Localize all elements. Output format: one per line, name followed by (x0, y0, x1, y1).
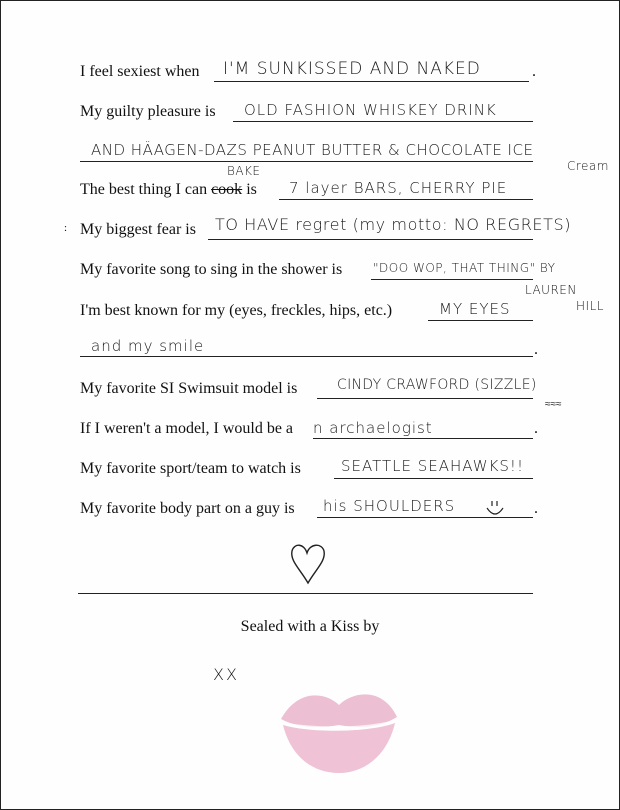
answer-cook: 7 layer BARS, CHERRY PIE (289, 179, 508, 197)
heart-icon (288, 541, 328, 587)
margin-mark: : (64, 222, 68, 234)
answer-sexiest: I'M SUNKISSED AND NAKED (223, 59, 481, 79)
smiley-icon (484, 498, 506, 520)
answer-line (428, 320, 533, 321)
prompt-model: My favorite SI Swimsuit model is (80, 380, 298, 397)
prompt-fear: My biggest fear is (80, 221, 196, 238)
prompt-sport: My favorite sport/team to watch is (80, 460, 301, 477)
prompt-body: My favorite body part on a guy is (80, 500, 295, 517)
answer-line (279, 199, 533, 200)
answer-song-3: HILL (576, 299, 604, 313)
answer-line (214, 81, 529, 82)
answer-career: n archaelogist (313, 419, 433, 437)
prompt-known: I'm best known for my (eyes, freckles, hips, etc.) (80, 302, 393, 319)
answer-guilty: OLD FASHION WHISKEY DRINK (244, 101, 497, 119)
answer-known: MY EYES (439, 300, 511, 318)
sealed-with-kiss-label: Sealed with a Kiss by (240, 618, 380, 635)
answer-guilty-3: Cream (567, 159, 609, 173)
squiggle-icon: ≈≈≈ (545, 399, 562, 410)
period: . (534, 341, 538, 358)
period: . (532, 63, 536, 80)
period: . (534, 420, 538, 437)
answer-line (371, 279, 533, 280)
prompt-cook: The best thing I can cook is (80, 181, 257, 198)
prompt-career: If I weren't a model, I would be a (80, 420, 294, 437)
answer-line (233, 121, 533, 122)
answer-line (208, 239, 533, 240)
answer-line (313, 438, 533, 439)
answer-model: CINDY CRAWFORD (SIZZLE) (337, 377, 537, 393)
prompt-sexiest: I feel sexiest when (80, 63, 200, 80)
signature-line (78, 593, 533, 594)
period: . (534, 500, 538, 517)
answer-line (80, 161, 533, 162)
prompt-song: My favorite song to sing in the shower is (80, 261, 343, 278)
answer-known-2: and my smile (91, 337, 205, 355)
answer-line (334, 478, 533, 479)
lipstick-kiss-icon (269, 679, 409, 779)
answer-body: his SHOULDERS (323, 497, 456, 515)
struck-word: cook (211, 181, 243, 198)
prompt-guilty: My guilty pleasure is (80, 103, 216, 120)
answer-line (80, 356, 533, 357)
answer-guilty-2: AND HÄAGEN-DAZS PEANUT BUTTER & CHOCOLATE ICE (91, 141, 534, 159)
answer-song: "DOO WOP, THAT THING" BY (373, 261, 556, 275)
answer-song-2: LAUREN (525, 283, 577, 297)
answer-fear: TO HAVE regret (my motto: NO REGRETS) (215, 215, 572, 234)
inserted-word: BAKE (227, 164, 261, 178)
answer-sport: SEATTLE SEAHAWKS!! (341, 457, 524, 475)
xx-signature: XX (213, 665, 239, 684)
answer-line (317, 398, 533, 399)
